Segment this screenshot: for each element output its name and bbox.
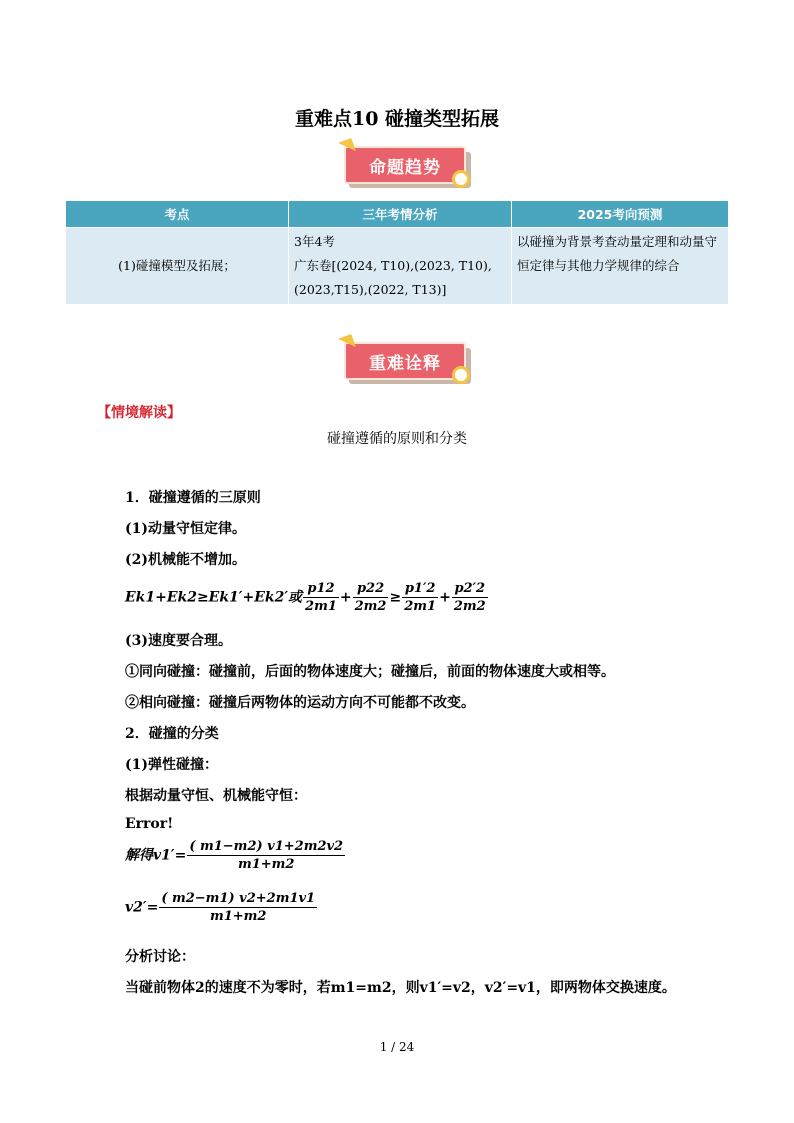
table-header-row bbox=[66, 201, 729, 228]
fraction: $\frac{( m1-m2) v1+2m2v2}{m1+m2}$ bbox=[189, 839, 344, 872]
text-line: 当碰前物体2的速度不为零时，若m1=m2，则v1′=v2，v2′=v1，即两物体交换速度。 bbox=[125, 980, 676, 996]
table-cell: (1)碰撞模型及拓展； bbox=[66, 228, 289, 305]
heading-classification: 2．碰撞的分类 bbox=[125, 726, 219, 742]
text-line: (3)速度要合理。 bbox=[125, 633, 232, 649]
text-line: 根据动量守恒、机械能守恒： bbox=[125, 788, 307, 804]
table-cell: 以碰撞为背景考查动量定理和动量守恒定律与其他力学规律的综合 bbox=[512, 228, 729, 305]
text-line: ①同向碰撞：碰撞前，后面的物体速度大；碰撞后，前面的物体速度大或相等。 bbox=[125, 664, 615, 680]
velocity1-equation bbox=[125, 838, 346, 873]
fraction: $\frac{p1'2}{2m1}$ bbox=[404, 581, 437, 614]
text-line: (1)弹性碰撞： bbox=[125, 757, 218, 773]
cell-line: 3年4考 bbox=[294, 234, 335, 249]
table-header: 三年考情分析 bbox=[289, 201, 512, 228]
table-header: 考点 bbox=[66, 201, 289, 228]
text-line: ②相向碰撞：碰撞后两物体的运动方向不可能都不改变。 bbox=[125, 695, 475, 711]
velocity2-equation bbox=[125, 890, 318, 925]
exam-analysis-table bbox=[65, 200, 729, 305]
ring-decor-icon bbox=[452, 170, 470, 188]
energy-inequality: Ek1+Ek2≥Ek1′+Ek2′或 $\frac{p12}{2m1}$ + $\frac{p22}{2m2}$ ≥ $\frac{p1'2}{2m1}$ + $\frac{p2'2}{2m2}$ bbox=[125, 581, 486, 614]
section-tag: 【情境解读】 bbox=[97, 405, 181, 421]
fraction: $\frac{p2'2}{2m2}$ bbox=[453, 581, 486, 614]
equation-text: 解得v1′= bbox=[125, 847, 187, 864]
table-row bbox=[66, 228, 729, 305]
section-subheading: 碰撞遵循的原则和分类 bbox=[327, 431, 467, 447]
text-line: (2)机械能不增加。 bbox=[125, 552, 246, 568]
cell-line: 广东卷[(2024, T10),(2023, T10), bbox=[294, 258, 492, 273]
fraction: $\frac{( m2-m1) v2+2m1v1}{m1+m2}$ bbox=[161, 891, 316, 924]
cell-line: (2023,T15),(2022, T13)] bbox=[294, 282, 447, 297]
equation-text: v2′= bbox=[125, 899, 159, 916]
text-line: 分析讨论： bbox=[125, 949, 195, 965]
trend-badge bbox=[344, 146, 472, 190]
text-line: (1)动量守恒定律。 bbox=[125, 521, 246, 537]
ring-decor-icon bbox=[452, 366, 470, 384]
table-cell bbox=[289, 228, 512, 305]
page-title: 重难点10 碰撞类型拓展 bbox=[294, 108, 500, 130]
fraction: $\frac{p12}{2m1}$ bbox=[305, 581, 337, 614]
heading-principles: 1．碰撞遵循的三原则 bbox=[125, 490, 261, 506]
key-points-badge bbox=[344, 342, 472, 386]
equation-text: Ek1+Ek2≥Ek1′+Ek2′或 bbox=[125, 589, 303, 606]
fraction: $\frac{p22}{2m2}$ bbox=[354, 581, 387, 614]
page-number: 1 / 24 bbox=[379, 1040, 415, 1054]
trend-badge-label: 命题趋势 bbox=[344, 146, 466, 184]
key-points-badge-label: 重难诠释 bbox=[344, 342, 466, 380]
table-header: 2025考向预测 bbox=[512, 201, 729, 228]
error-text: Error! bbox=[125, 816, 174, 832]
